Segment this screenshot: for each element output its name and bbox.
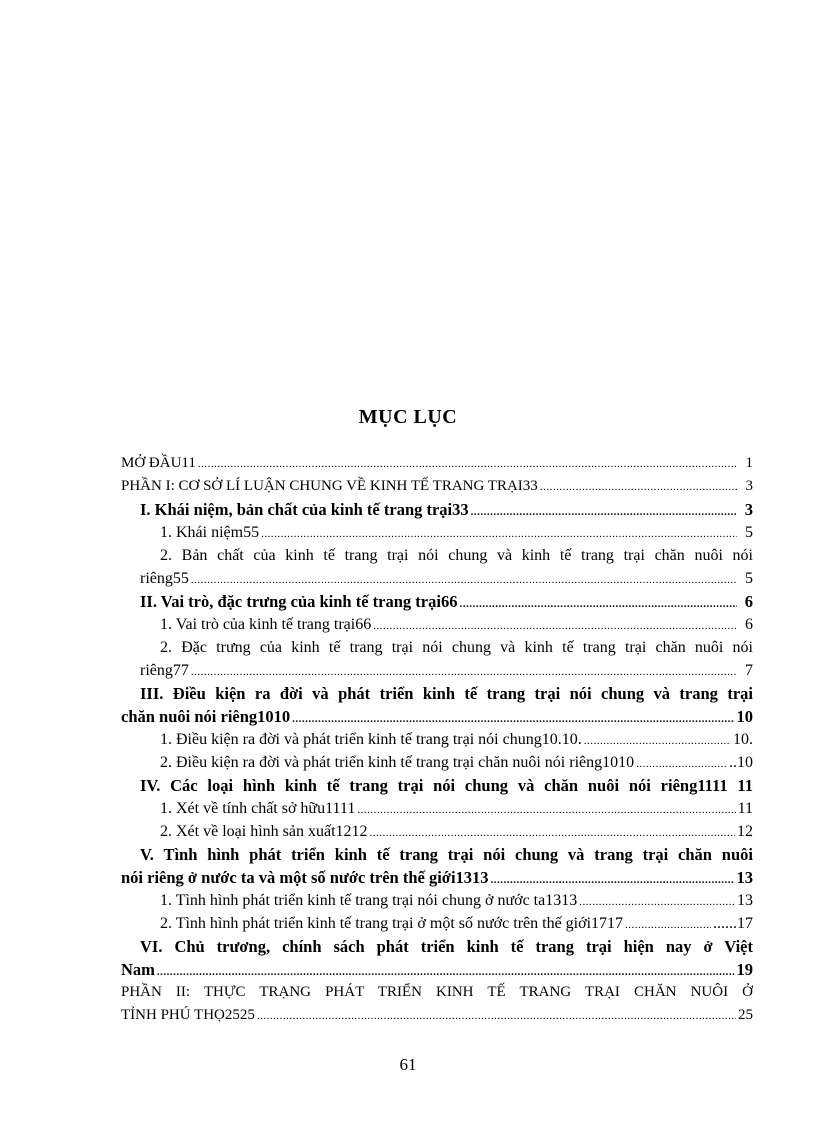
toc-entry-page: 13 (736, 868, 753, 887)
toc-entry[interactable] (121, 866, 753, 889)
toc-leader-dots (261, 523, 737, 544)
toc-leader-dots (636, 753, 727, 774)
toc-entry[interactable] (121, 912, 753, 935)
toc-entry-page: 11 (737, 800, 753, 817)
toc-entry[interactable] (121, 981, 753, 1004)
toc-entry[interactable] (121, 774, 753, 797)
toc-entry-page: 19 (736, 960, 753, 979)
toc-entry-text: VI. Chủ trương, chính sách phát triển kinh tế trang trại hiện nay ở Việt (140, 937, 753, 956)
table-of-contents (121, 452, 753, 1027)
toc-entry-text: V. Tình hình phát triển kinh tế trang trại nói chung và trang trại chăn nuôi (140, 845, 753, 864)
toc-leader-dots (491, 869, 735, 889)
toc-entry-page: 3 (744, 500, 753, 519)
toc-leader-dots (257, 1005, 736, 1027)
toc-entry[interactable] (121, 889, 753, 912)
toc-entry-page: 6 (744, 592, 753, 611)
toc-entry-text: III. Điều kiện ra đời và phát triển kinh tế trang trại nói chung và trang trại (140, 684, 753, 703)
toc-entry[interactable] (121, 636, 753, 659)
toc-entry[interactable] (121, 751, 753, 774)
toc-leader-dots (292, 708, 734, 728)
toc-entry-page: 12 (737, 823, 753, 840)
toc-entry-page: ......17 (713, 915, 753, 932)
toc-entry-page: 10. (733, 731, 753, 748)
toc-entry-text: Nam (121, 960, 155, 979)
toc-entry-text: MỞ ĐẦU11 (121, 455, 196, 471)
toc-entry-text: 2. Điều kiện ra đời và phát triển kinh tế trang trại chăn nuôi nói riêng1010 (160, 754, 635, 771)
toc-entry[interactable] (121, 659, 753, 682)
toc-leader-dots (191, 569, 737, 590)
toc-entry-text: TỈNH PHÚ THỌ2525 (121, 1007, 255, 1023)
toc-entry-text: I. Khái niệm, bản chất của kinh tế trang trại33 (140, 500, 469, 519)
toc-entry-text: IV. Các loại hình kinh tế trang trại nói chung và chăn nuôi nói riêng1111 11 (140, 776, 753, 795)
toc-leader-dots (579, 891, 735, 912)
toc-entry-text: 1. Xét về tính chất sở hữu1111 (160, 800, 356, 817)
toc-leader-dots (373, 615, 737, 636)
toc-leader-dots (198, 453, 737, 475)
toc-entry[interactable] (121, 935, 753, 958)
toc-entry-text: 2. Bản chất của kinh tế trang trại nói chung và kinh tế trang trại chăn nuôi nói (160, 547, 753, 564)
toc-entry-page: 10 (736, 707, 753, 726)
toc-entry-text: 1. Tình hình phát triển kinh tế trang trại nói chung ở nước ta1313 (160, 892, 578, 909)
toc-entry-page: 13 (737, 892, 753, 909)
toc-entry[interactable] (121, 613, 753, 636)
toc-entry-text: 1. Khái niệm55 (160, 524, 260, 541)
toc-entry-text: riêng77 (140, 662, 189, 679)
toc-leader-dots (584, 730, 731, 751)
toc-entry[interactable] (121, 498, 753, 521)
toc-entry-text: II. Vai trò, đặc trưng của kinh tế trang trại66 (140, 592, 458, 611)
toc-entry[interactable] (121, 590, 753, 613)
toc-leader-dots (157, 961, 735, 981)
toc-entry[interactable] (121, 843, 753, 866)
toc-leader-dots (357, 799, 735, 820)
toc-entry-text: 1. Vai trò của kinh tế trang trại66 (160, 616, 372, 633)
toc-leader-dots (459, 593, 737, 613)
toc-leader-dots (625, 914, 711, 935)
toc-leader-dots (370, 822, 735, 843)
toc-entry-text: chăn nuôi nói riêng1010 (121, 707, 291, 726)
toc-entry[interactable] (121, 797, 753, 820)
toc-entry-text: PHẦN II: THỰC TRẠNG PHÁT TRIỂN KINH TẾ TRANG TRẠI CHĂN NUÔI Ở (121, 984, 753, 1000)
toc-entry-text: 1. Điều kiện ra đời và phát triển kinh tế trang trại nói chung10.10. (160, 731, 582, 748)
toc-entry[interactable] (121, 820, 753, 843)
toc-entry[interactable] (121, 475, 753, 498)
toc-entry-text: 2. Xét về loại hình sản xuất1212 (160, 823, 368, 840)
toc-leader-dots (191, 661, 737, 682)
toc-entry-text: riêng55 (140, 570, 189, 587)
toc-entry-page: 7 (745, 662, 753, 679)
toc-entry-page: 5 (745, 570, 753, 587)
toc-entry[interactable] (121, 544, 753, 567)
toc-entry[interactable] (121, 958, 753, 981)
toc-entry-text: PHẦN I: CƠ SỞ LÍ LUẬN CHUNG VỀ KINH TẾ TRANG TRẠI33 (121, 478, 538, 494)
toc-entry[interactable] (121, 521, 753, 544)
toc-entry-page: 5 (745, 524, 753, 541)
toc-entry-text: 2. Đặc trưng của kinh tế trang trại nói chung và kinh tế trang trại chăn nuôi nói (160, 639, 753, 656)
page-number: 61 (399, 1055, 417, 1074)
toc-leader-dots (471, 501, 737, 521)
toc-entry-text: 2. Tình hình phát triển kinh tế trang trại ở một số nước trên thế giới1717 (160, 915, 624, 932)
toc-entry[interactable] (121, 728, 753, 751)
page-title: MỤC LỤC (358, 406, 458, 428)
toc-entry-page: ..10 (729, 754, 753, 771)
toc-entry[interactable] (121, 1004, 753, 1027)
toc-entry-page: 25 (738, 1007, 753, 1023)
toc-entry-page: 1 (745, 455, 753, 471)
toc-leader-dots (540, 476, 737, 498)
toc-entry[interactable] (121, 682, 753, 705)
toc-entry[interactable] (121, 705, 753, 728)
toc-entry-text: nói riêng ở nước ta và một số nước trên thế giới1313 (121, 868, 489, 887)
toc-entry[interactable] (121, 567, 753, 590)
toc-entry-page: 6 (745, 616, 753, 633)
toc-entry-page: 3 (745, 478, 753, 494)
toc-entry[interactable] (121, 452, 753, 475)
